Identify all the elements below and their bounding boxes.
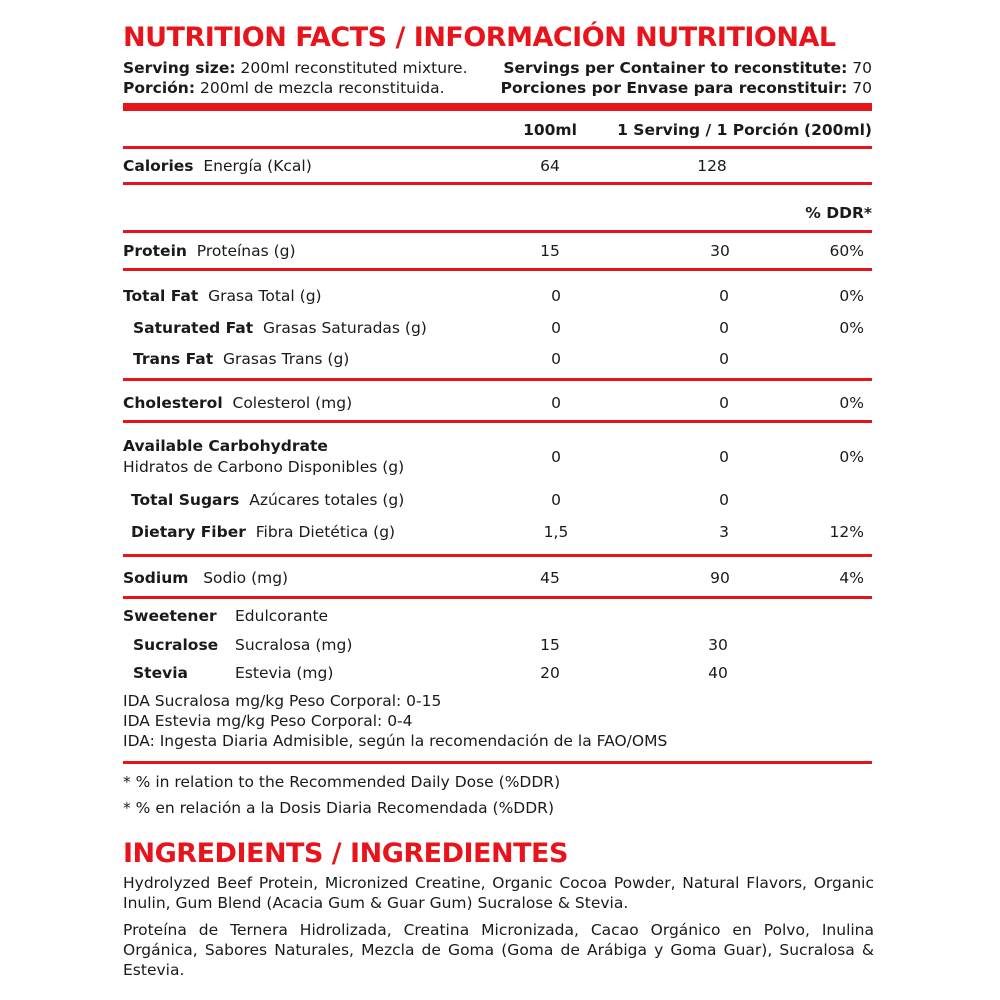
carbs-100ml: 0: [551, 448, 561, 466]
fiber-serving: 3: [719, 523, 729, 541]
sugars-serving: 0: [719, 491, 729, 509]
porciones-value: 70: [852, 79, 872, 97]
label-en: Saturated Fat: [133, 319, 254, 337]
label-en: Calories: [123, 157, 194, 175]
col-header-ddr: % DDR*: [805, 204, 872, 222]
label-es: Colesterol (mg): [232, 394, 353, 412]
sodium-serving: 90: [710, 569, 730, 587]
cholesterol-serving: 0: [719, 394, 729, 412]
trans-fat-serving: 0: [719, 350, 729, 368]
calories-100ml: 64: [540, 157, 560, 175]
servings-per-container-label: Servings per Container to reconstitute:: [503, 59, 848, 77]
protein-serving: 30: [710, 242, 730, 260]
servings-per-container-value: 70: [852, 59, 872, 77]
row-cholesterol-label: [123, 393, 352, 413]
divider: [123, 230, 872, 233]
row-sweetener-label-en: Sweetener: [123, 607, 217, 625]
ida-note: IDA: Ingesta Diaria Admisible, según la recomendación de la FAO/OMS: [123, 732, 668, 750]
sodium-100ml: 45: [540, 569, 560, 587]
label-es: Grasas Trans (g): [223, 350, 350, 368]
row-saturated-fat-label: [133, 318, 427, 338]
serving-size-value: 200ml reconstituted mixture.: [240, 59, 468, 77]
sucralose-serving: 30: [708, 636, 728, 654]
sugars-100ml: 0: [551, 491, 561, 509]
divider: [123, 182, 872, 185]
row-stevia-label-es: Estevia (mg): [235, 664, 334, 682]
label-en: Dietary Fiber: [131, 523, 246, 541]
label-en: Total Sugars: [131, 491, 240, 509]
label-es: Grasa Total (g): [208, 287, 322, 305]
footnote: * % in relation to the Recommended Daily Dose (%DDR): [123, 773, 561, 791]
carbs-serving: 0: [719, 448, 729, 466]
row-protein-label: [123, 241, 296, 261]
label-en: Trans Fat: [133, 350, 214, 368]
label-es: Energía (Kcal): [203, 157, 312, 175]
row-calories-label: [123, 156, 312, 176]
label-es: Sodio (mg): [203, 569, 289, 587]
top-divider: [123, 103, 872, 111]
protein-100ml: 15: [540, 242, 560, 260]
porciones-line: [501, 78, 872, 98]
label-en: Total Fat: [123, 287, 199, 305]
col-header-100ml: 100ml: [523, 121, 577, 139]
label-es: Fibra Dietética (g): [255, 523, 396, 541]
row-stevia-label-en: Stevia: [133, 664, 188, 682]
servings-per-container-line: [503, 58, 872, 78]
row-sucralose-label-en: Sucralose: [133, 636, 219, 654]
divider: [123, 146, 872, 149]
row-carbs-label-es: Hidratos de Carbono Disponibles (g): [123, 458, 405, 476]
label-en: Cholesterol: [123, 394, 223, 412]
protein-ddr: 60%: [829, 242, 864, 260]
porcion-label: Porción:: [123, 79, 196, 97]
stevia-100ml: 20: [540, 664, 560, 682]
label-es: Grasas Saturadas (g): [263, 319, 427, 337]
row-sucralose-label-es: Sucralosa (mg): [235, 636, 353, 654]
calories-serving: 128: [697, 157, 727, 175]
total-fat-ddr: 0%: [839, 287, 864, 305]
serving-size-line: [123, 58, 468, 78]
divider: [123, 761, 872, 764]
porciones-label: Porciones por Envase para reconstituir:: [500, 79, 848, 97]
carbs-ddr: 0%: [839, 448, 864, 466]
divider: [123, 378, 872, 381]
stevia-serving: 40: [708, 664, 728, 682]
saturated-fat-100ml: 0: [551, 319, 561, 337]
ingredients-es: Proteína de Ternera Hidrolizada, Creatina Micronizada, Cacao Orgánico en Polvo, Inulina Orgánica, Sabores Naturales, Mezcla de Goma (Goma de Arábiga y Goma Guar), Sucralosa & Estevia.: [123, 921, 874, 979]
label-es: Azúcares totales (g): [249, 491, 405, 509]
divider: [123, 420, 872, 423]
label-en: Protein: [123, 242, 187, 260]
row-sugars-label: [131, 490, 404, 510]
sucralose-100ml: 15: [540, 636, 560, 654]
ida-note: IDA Sucralosa mg/kg Peso Corporal: 0-15: [123, 692, 442, 710]
col-header-serving: 1 Serving / 1 Porción (200ml): [617, 121, 872, 139]
total-fat-serving: 0: [719, 287, 729, 305]
serving-size-label: Serving size:: [123, 59, 236, 77]
trans-fat-100ml: 0: [551, 350, 561, 368]
row-trans-fat-label: [133, 349, 349, 369]
ingredients-title: INGREDIENTS / INGREDIENTES: [123, 838, 568, 869]
fiber-ddr: 12%: [829, 523, 864, 541]
label-es: Proteínas (g): [196, 242, 296, 260]
divider: [123, 596, 872, 599]
row-total-fat-label: [123, 286, 322, 306]
row-fiber-label: [131, 522, 395, 542]
ida-note: IDA Estevia mg/kg Peso Corporal: 0-4: [123, 712, 413, 730]
label-en: Sodium: [123, 569, 189, 587]
nutrition-facts-title: NUTRITION FACTS / INFORMACIÓN NUTRITIONAL: [123, 22, 836, 53]
porcion-line: [123, 78, 445, 98]
cholesterol-100ml: 0: [551, 394, 561, 412]
footnote: * % en relación a la Dosis Diaria Recomendada (%DDR): [123, 799, 554, 817]
saturated-fat-ddr: 0%: [839, 319, 864, 337]
divider: [123, 554, 872, 557]
row-carbs-label-en: Available Carbohydrate: [123, 437, 328, 455]
divider: [123, 268, 872, 271]
porcion-value: 200ml de mezcla reconstituida.: [199, 79, 445, 97]
row-sodium-label: [123, 568, 288, 588]
saturated-fat-serving: 0: [719, 319, 729, 337]
total-fat-100ml: 0: [551, 287, 561, 305]
fiber-100ml: 1,5: [543, 523, 569, 541]
sodium-ddr: 4%: [839, 569, 864, 587]
ingredients-en: Hydrolyzed Beef Protein, Micronized Creatine, Organic Cocoa Powder, Natural Flavors, Organic Inulin, Gum Blend (Acacia Gum & Guar Gum) Sucralose & Stevia.: [123, 874, 874, 912]
cholesterol-ddr: 0%: [839, 394, 864, 412]
row-sweetener-label-es: Edulcorante: [235, 607, 329, 625]
